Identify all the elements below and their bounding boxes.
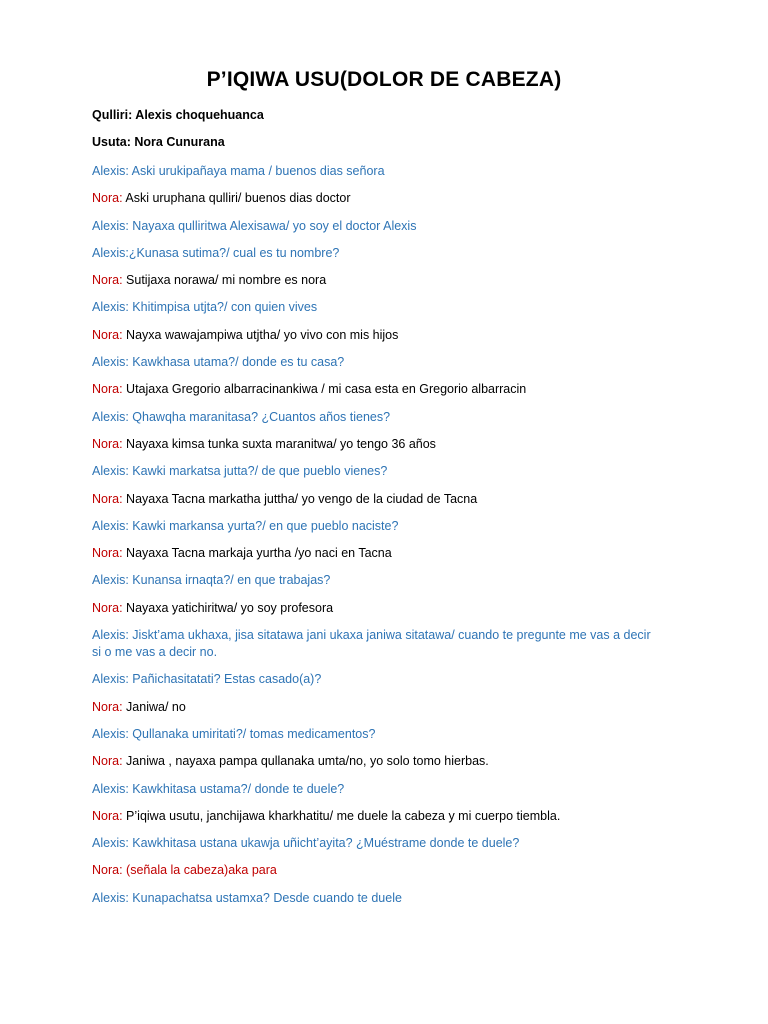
speaker-label: Nora: — [92, 273, 127, 288]
speaker-label: Alexis: — [92, 300, 133, 315]
speaker-label: Nora: — [92, 191, 126, 206]
speaker-label: Nora: — [92, 808, 127, 823]
speaker-label: Alexis: — [92, 726, 133, 741]
speaker-label: Nora: — [92, 491, 127, 506]
speaker-label: Alexis: — [92, 672, 133, 687]
line-text: Kawkhitasa ustama?/ donde te duele? — [132, 781, 345, 796]
line-text: Kunapachatsa ustamxa? Desde cuando te duele — [132, 890, 402, 905]
speaker-label: Alexis: — [92, 628, 133, 643]
dialogue-line — [92, 890, 652, 907]
dialogue-line — [92, 190, 652, 207]
dialogue-line — [92, 327, 652, 344]
speaker-label: Alexis: — [92, 164, 132, 178]
dialogue-line — [92, 491, 652, 508]
line-text: P’iqiwa usutu, janchijawa kharkhatitu/ me duele la cabeza y mi cuerpo tiembla. — [126, 808, 561, 823]
dialogue-line — [92, 600, 652, 617]
line-text: Nayaxa Tacna markaja yurtha /yo naci en Tacna — [126, 546, 392, 561]
dialogue-line — [92, 627, 652, 661]
speaker-label: Alexis: — [92, 518, 133, 533]
line-text: Nayaxa kimsa tunka suxta maranitwa/ yo tengo 36 años — [126, 436, 436, 451]
line-text: Utajaxa Gregorio albarracinankiwa / mi casa esta en Gregorio albarracin — [126, 382, 527, 397]
line-text: Nayaxa yatichiritwa/ yo soy profesora — [126, 600, 334, 615]
speaker-label: Alexis: — [92, 781, 133, 796]
speaker-label: Alexis: — [92, 409, 133, 424]
speaker-label: Alexis: — [92, 355, 133, 370]
dialogue-line — [92, 862, 652, 879]
line-text: Kawki markansa yurta?/ en que pueblo naciste? — [132, 518, 399, 533]
dialogue-line — [92, 163, 652, 180]
dialogue-line — [92, 572, 652, 589]
dialogue-line — [92, 299, 652, 316]
speaker-label: Nora: — [92, 754, 127, 769]
dialogue-line — [92, 463, 652, 480]
qulliri-line: Qulliri: Alexis choquehuanca — [92, 108, 264, 122]
line-text: Kunansa irnaqta?/ en que trabajas? — [132, 573, 331, 588]
line-text: Kawki markatsa jutta?/ de que pueblo vienes? — [132, 464, 388, 479]
speaker-label: Alexis: — [92, 836, 133, 851]
speaker-label: Alexis: — [92, 218, 133, 233]
dialogue-line — [92, 218, 652, 235]
line-text: Sutijaxa norawa/ mi nombre es nora — [126, 273, 327, 288]
line-text: Nayaxa Tacna markatha juttha/ yo vengo de la ciudad de Tacna — [126, 491, 478, 506]
dialogue-line — [92, 808, 652, 825]
dialogue-line — [92, 354, 652, 371]
dialogue-line — [92, 781, 652, 798]
speaker-label: Alexis: — [92, 573, 133, 588]
speaker-label: Nora: — [92, 699, 127, 714]
line-text: Janiwa , nayaxa pampa qullanaka umta/no, yo solo tomo hierbas. — [126, 754, 489, 769]
line-text: Aski urukipañaya mama / buenos dias señora — [131, 164, 385, 178]
dialogue-line — [92, 518, 652, 535]
dialogue-line — [92, 835, 652, 852]
speaker-label: Nora: — [92, 382, 127, 397]
speaker-label: Nora: — [92, 436, 127, 451]
speaker-label: Nora: — [92, 863, 127, 878]
dialogue-line — [92, 753, 652, 770]
line-text: Nayaxa qulliritwa Alexisawa/ yo soy el doctor Alexis — [132, 218, 417, 233]
dialogue-line — [92, 381, 652, 398]
dialogue-line — [92, 409, 652, 426]
speaker-label: Alexis: — [92, 890, 133, 905]
line-text: Nayxa wawajampiwa utjtha/ yo vivo con mis hijos — [126, 327, 399, 342]
dialogue-line — [92, 545, 652, 562]
line-text: Janiwa/ no — [126, 699, 186, 714]
dialogue-list — [92, 163, 652, 917]
speaker-label: Nora: — [92, 600, 127, 615]
dialogue-line — [92, 436, 652, 453]
line-text: ¿Kunasa sutima?/ cual es tu nombre? — [128, 245, 340, 260]
dialogue-line — [92, 699, 652, 716]
dialogue-line — [92, 726, 652, 743]
line-text: Qhawqha maranitasa? ¿Cuantos años tienes? — [132, 409, 391, 424]
speaker-label: Nora: — [92, 327, 127, 342]
line-text: Aski uruphana qulliri/ buenos dias doctor — [125, 191, 351, 206]
line-text: Khitimpisa utjta?/ con quien vives — [132, 300, 318, 315]
dialogue-line — [92, 245, 652, 262]
line-text: Kawkhitasa ustana ukawja uñicht’ayita? ¿Muéstrame donde te duele? — [132, 836, 520, 851]
speaker-label: Alexis: — [92, 245, 129, 260]
line-text: (señala la cabeza)aka para — [126, 863, 277, 878]
line-text: Pañichasitatati? Estas casado(a)? — [132, 672, 322, 687]
line-text: Jiskt’ama ukhaxa, jisa sitatawa jani ukaxa janiwa sitatawa/ cuando te pregunte me vas a decir si o me vas a decir no. — [92, 628, 651, 660]
line-text: Qullanaka umiritati?/ tomas medicamentos? — [132, 726, 376, 741]
dialogue-line — [92, 272, 652, 289]
usuta-line: Usuta: Nora Cunurana — [92, 135, 225, 149]
document-title: P’IQIWA USU(DOLOR DE CABEZA) — [206, 68, 562, 91]
speaker-label: Alexis: — [92, 464, 133, 479]
line-text: Kawkhasa utama?/ donde es tu casa? — [132, 355, 345, 370]
dialogue-line — [92, 671, 652, 688]
speaker-label: Nora: — [92, 546, 127, 561]
